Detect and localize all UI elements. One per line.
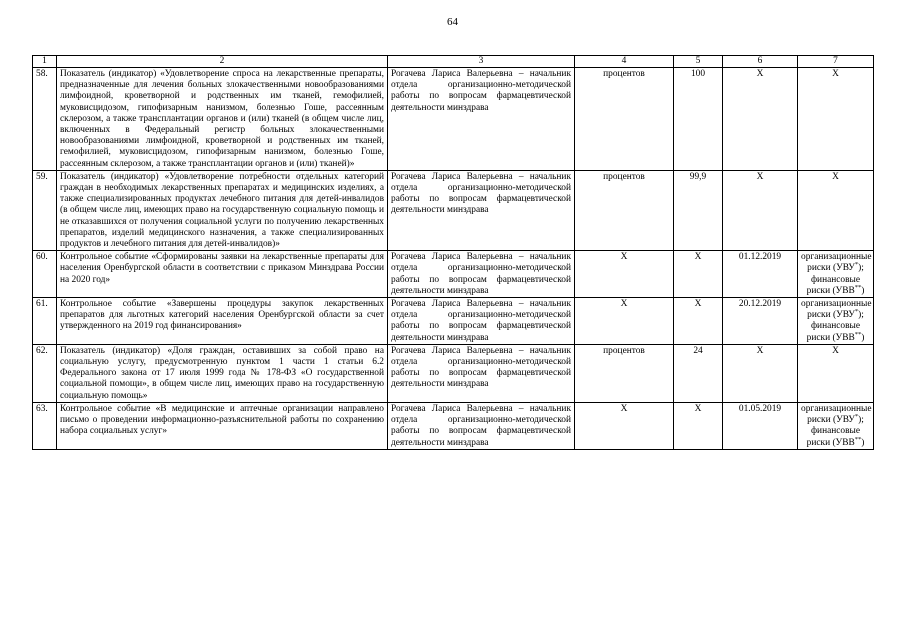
table-row — [33, 298, 874, 345]
risk-footnote-mark: * — [854, 308, 859, 316]
table-row — [33, 170, 874, 250]
row-date: 20.12.2019 — [723, 298, 798, 345]
table-row — [33, 344, 874, 402]
risk-punct: ) — [861, 437, 865, 448]
column-header: 7 — [798, 56, 874, 68]
risk-financial: финансовые риски (УВВ — [806, 274, 861, 296]
row-description: Показатель (индикатор) «Доля граждан, оставивших за собой право на социальную услугу, предусмотренную пунктом 1 части 1 статьи 6.2 Федерального закона от 17 июля 1999 года № 178-ФЗ «О государственной социальной помощи», в общем числе лиц, имеющих право на государственную социальную помощь» — [57, 344, 388, 402]
risk-financial: финансовые риски (УВВ — [806, 426, 861, 448]
column-header: 5 — [674, 56, 723, 68]
row-unit: процентов — [575, 170, 674, 250]
row-responsible: Рогачева Лариса Валерьевна – начальник отдела организационно-методической работы по вопросам фармацевтической деятельности минздрава — [388, 251, 575, 298]
row-description: Показатель (индикатор) «Удовлетворение спроса на лекарственные препараты, предназначенные для лечения больных злокачественными новообразованиями лимфоидной, кроветворной и родственных им тканей, гемофилией, муковисцидозом, гипофизарным нанизмом, болезнью Гоше, рассеянным склерозом, а также трансплантации органов и (или) тканей (в общем числе лиц, включенных в Федеральный регистр больных злокачественными новообразованиями лимфоидной, кроветворной и родственных им тканей, гемофилией, муковисцидозом, гипофизарным нанизмом, болезнью Гоше, рассеянным склерозом, а также трансплантации органов и (или) тканей)» — [57, 68, 388, 171]
table-row — [33, 251, 874, 298]
risk-organizational: организационные риски (УВУ — [801, 299, 872, 321]
row-value: 100 — [674, 68, 723, 171]
row-number: 63. — [33, 402, 57, 449]
risk-organizational: организационные риски (УВУ — [801, 252, 872, 274]
row-description: Показатель (индикатор) «Удовлетворение потребности отдельных категорий граждан в необходимых лекарственных препаратах и медицинских изделиях, а также специализированных продуктах лечебного питания для детей-инвалидов (в общем числе лиц, имеющих право на государственную социальную помощь и не отказавшихся от получения социальной услуги по получению лекарственных препаратов, изделий медицинского назначения, а также специализированных продуктов и лечебного питания для детей-инвалидов)» — [57, 170, 388, 250]
row-risk: X — [798, 68, 874, 171]
row-risk: X — [798, 344, 874, 402]
row-date: X — [723, 170, 798, 250]
row-date: 01.12.2019 — [723, 251, 798, 298]
row-unit: процентов — [575, 344, 674, 402]
risk-punct: ); — [858, 415, 864, 426]
risk-punct: ) — [861, 332, 865, 343]
row-responsible: Рогачева Лариса Валерьевна – начальник отдела организационно-методической работы по вопросам фармацевтической деятельности минздрава — [388, 298, 575, 345]
page-number: 64 — [447, 16, 458, 28]
row-unit: X — [575, 298, 674, 345]
row-risk: X — [798, 170, 874, 250]
table-row — [33, 68, 874, 171]
row-value: 99,9 — [674, 170, 723, 250]
column-number-row — [33, 56, 874, 68]
row-date: X — [723, 344, 798, 402]
row-responsible: Рогачева Лариса Валерьевна – начальник отдела организационно-методической работы по вопросам фармацевтической деятельности минздрава — [388, 170, 575, 250]
row-risk — [798, 298, 874, 345]
risk-footnote-mark: ** — [854, 330, 862, 338]
column-header: 2 — [57, 56, 388, 68]
row-date: 01.05.2019 — [723, 402, 798, 449]
plan-table — [32, 55, 874, 450]
column-header: 4 — [575, 56, 674, 68]
row-value: X — [674, 298, 723, 345]
row-risk — [798, 402, 874, 449]
row-value: 24 — [674, 344, 723, 402]
row-value: X — [674, 251, 723, 298]
row-description: Контрольное событие «Завершены процедуры закупок лекарственных препаратов для льготных категорий населения Оренбургской области за счет утвержденного на 2019 год финансирования» — [57, 298, 388, 345]
row-unit: X — [575, 402, 674, 449]
row-description: Контрольное событие «Сформированы заявки на лекарственные препараты для населения Оренбургской области в соответствии с приказом Минздрава России на 2020 год» — [57, 251, 388, 298]
risk-organizational: организационные риски (УВУ — [801, 403, 872, 426]
risk-footnote-mark: ** — [854, 283, 862, 291]
risk-financial: финансовые риски (УВВ — [806, 321, 861, 343]
row-value: X — [674, 402, 723, 449]
column-header: 1 — [33, 56, 57, 68]
risk-punct: ); — [858, 263, 864, 274]
risk-punct: ) — [861, 285, 865, 296]
row-responsible: Рогачева Лариса Валерьевна – начальник отдела организационно-методической работы по вопросам фармацевтической деятельности минздрава — [388, 402, 575, 449]
column-header: 3 — [388, 56, 575, 68]
row-responsible: Рогачева Лариса Валерьевна – начальник отдела организационно-методической работы по вопросам фармацевтической деятельности минздрава — [388, 344, 575, 402]
risk-footnote-mark: * — [854, 412, 859, 420]
row-responsible: Рогачева Лариса Валерьевна – начальник отдела организационно-методической работы по вопросам фармацевтической деятельности минздрава — [388, 68, 575, 171]
risk-punct: ); — [858, 310, 864, 321]
risk-footnote-mark: * — [854, 261, 859, 269]
row-unit: процентов — [575, 68, 674, 171]
row-description: Контрольное событие «В медицинские и аптечные организации направлено письмо о проведении информационно-разъяснительной работы по сохранению набора социальных услуг» — [57, 402, 388, 449]
row-number: 58. — [33, 68, 57, 171]
row-risk — [798, 251, 874, 298]
row-unit: X — [575, 251, 674, 298]
row-number: 60. — [33, 251, 57, 298]
row-number: 61. — [33, 298, 57, 345]
table-row — [33, 402, 874, 449]
column-header: 6 — [723, 56, 798, 68]
risk-footnote-mark: ** — [854, 435, 862, 443]
row-number: 59. — [33, 170, 57, 250]
row-date: X — [723, 68, 798, 171]
row-number: 62. — [33, 344, 57, 402]
